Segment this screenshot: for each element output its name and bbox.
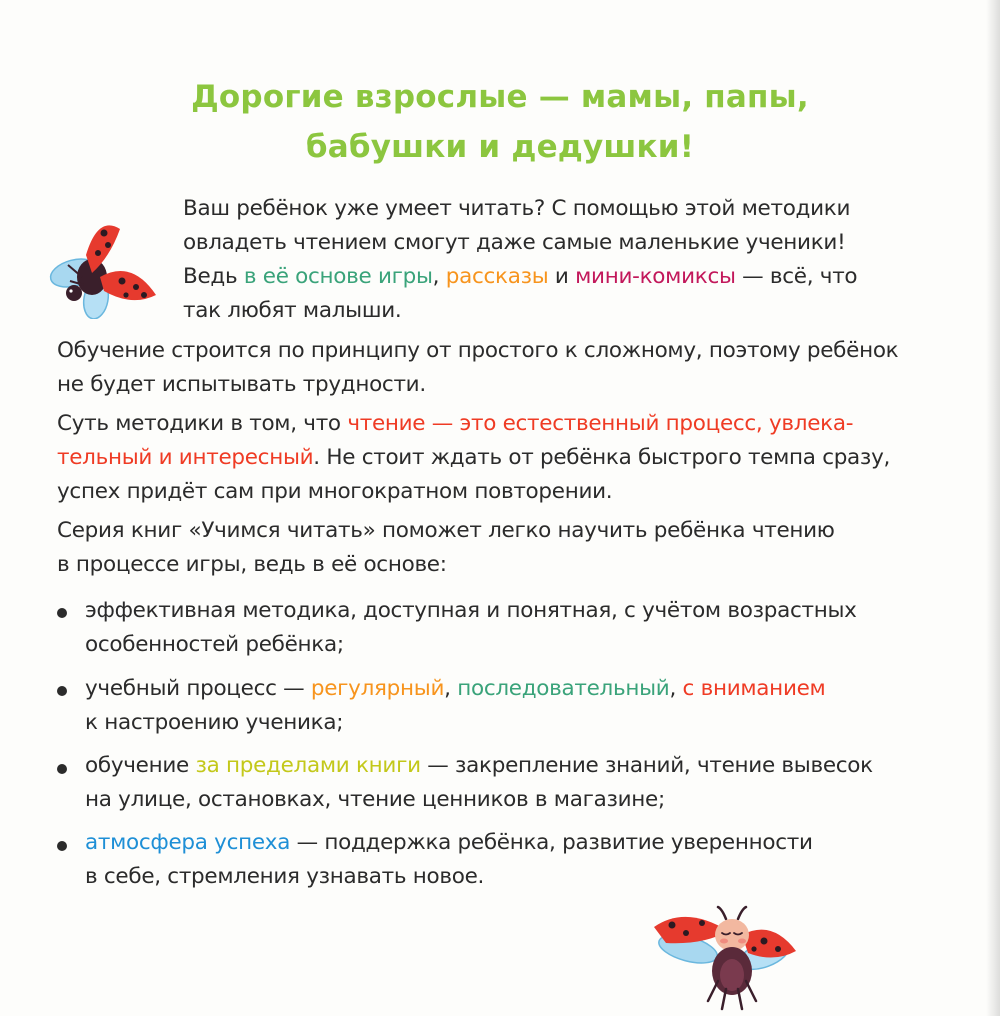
bullet-item-process: [85, 672, 825, 740]
title-line-1: Дорогие взрослые — мамы, папы,: [191, 79, 809, 115]
title-line-2: бабушки и дедушки!: [305, 129, 695, 165]
intro-text: и: [548, 264, 576, 289]
bullet-2-line-2: к настроению ученика;: [85, 710, 344, 735]
essence-line-2: [57, 441, 890, 475]
highlight-games: в её основе игры: [243, 264, 433, 289]
ladybug-flying-icon: [48, 215, 160, 319]
bullet-text: — поддержка ребёнка, развитие уверенности: [290, 830, 813, 855]
paragraph-principle: [57, 334, 898, 402]
bullet-1-line-1: эффективная методика, доступная и понятная, с учётом возрастных: [85, 598, 857, 623]
intro-paragraph: [183, 192, 857, 328]
highlight-interesting: тельный и интересный: [57, 445, 314, 470]
bullet-text: ,: [444, 676, 458, 701]
ladybug-sleepy-icon: [646, 905, 816, 1013]
bullet-4-line-2: в себе, стремления узнавать новое.: [85, 864, 485, 889]
series-line-1: Серия книг «Учимся читать» поможет легко научить ребёнка чтению: [57, 518, 835, 543]
intro-line-2: овладеть чтением смогут даже самые маленькие ученики!: [183, 230, 846, 255]
highlight-regular: регулярный: [310, 676, 445, 701]
essence-line-3: успех придёт сам при многократном повторении.: [57, 479, 613, 504]
intro-text: — всё, что: [735, 264, 858, 289]
essence-text: . Не стоит ждать от ребёнка быстрого темпа сразу,: [313, 445, 891, 470]
principle-line-2: не будет испытывать трудности.: [57, 372, 426, 397]
highlight-success: атмосфера успеха: [85, 830, 291, 855]
paragraph-series: [57, 514, 835, 582]
bullet-dot: [57, 608, 67, 618]
paragraph-method-essence: [57, 407, 890, 509]
intro-line-3: [183, 260, 857, 294]
bullet-dot: [57, 841, 67, 851]
bullet-3-line-1: [85, 749, 873, 783]
principle-line-1: Обучение строится по принципу от простого к сложному, поэтому ребёнок: [57, 338, 899, 363]
intro-text: ,: [432, 264, 446, 289]
bullet-dot: [57, 686, 67, 696]
bullet-text: учебный процесс —: [85, 676, 311, 701]
essence-text: Суть методики в том, что: [57, 411, 348, 436]
highlight-reading-process: чтение — это естественный процесс, увлека-: [347, 411, 854, 436]
intro-text: Ведь: [183, 264, 244, 289]
bullet-text: обучение: [85, 753, 196, 778]
page-title: [0, 72, 1000, 172]
bullet-3-line-2: на улице, остановках, чтение ценников в магазине;: [85, 787, 665, 812]
bullet-1-line-2: особенностей ребёнка;: [85, 632, 344, 657]
intro-line-4: так любят малыши.: [183, 298, 402, 323]
essence-line-1: [57, 407, 890, 441]
highlight-attention: с вниманием: [682, 676, 826, 701]
highlight-beyond-book: за пределами книги: [195, 753, 421, 778]
bullet-dot: [57, 764, 67, 774]
highlight-sequential: последовательный: [457, 676, 670, 701]
highlight-stories: рассказы: [445, 264, 549, 289]
intro-line-1: Ваш ребёнок уже умеет читать? С помощью этой методики: [183, 196, 851, 221]
bullet-text: ,: [669, 676, 683, 701]
highlight-comics: мини-комиксы: [575, 264, 736, 289]
bullet-item-method: [85, 594, 857, 662]
bullet-item-beyond-book: [85, 749, 873, 817]
series-line-2: в процессе игры, ведь в её основе:: [57, 552, 447, 577]
bullet-text: — закрепление знаний, чтение вывесок: [420, 753, 873, 778]
bullet-4-line-1: [85, 826, 813, 860]
bullet-2-line-1: [85, 672, 825, 706]
bullet-item-success: [85, 826, 813, 894]
